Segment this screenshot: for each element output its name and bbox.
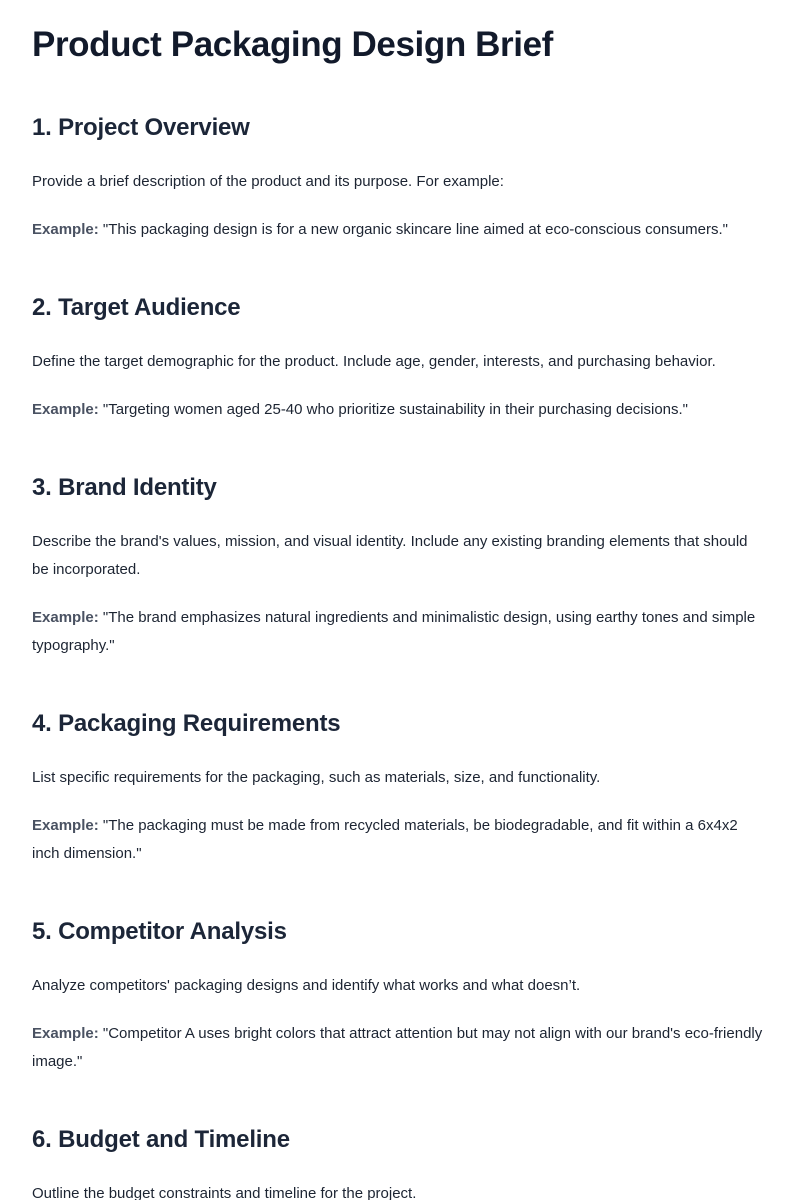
- section-description: List specific requirements for the packaging, such as materials, size, and functionality.: [32, 769, 601, 786]
- section-example: [32, 812, 768, 868]
- section-description: Outline the budget constraints and timeline for the project.: [32, 1185, 417, 1200]
- example-text: "Targeting women aged 25-40 who prioritize sustainability in their purchasing decisions.": [102, 401, 689, 418]
- example-label: Example:: [32, 817, 99, 834]
- example-text: "The packaging must be made from recycled materials, be biodegradable, and fit within a 6x4x2 inch dimension.": [32, 817, 738, 862]
- section-heading: 3. Brand Identity: [32, 474, 217, 501]
- section-description: Analyze competitors' packaging designs and identify what works and what doesn’t.: [32, 977, 581, 994]
- section-project-overview: [32, 113, 768, 244]
- example-text: "Competitor A uses bright colors that attract attention but may not align with our brand's eco-friendly image.": [32, 1025, 763, 1070]
- example-label: Example:: [32, 221, 99, 238]
- section-description: Describe the brand's values, mission, and visual identity. Include any existing branding elements that should be incorporated.: [32, 533, 748, 578]
- section-example: [32, 604, 768, 660]
- example-text: "This packaging design is for a new organic skincare line aimed at eco-conscious consumers.": [102, 221, 728, 238]
- section-heading: 2. Target Audience: [32, 294, 241, 321]
- section-heading: 4. Packaging Requirements: [32, 710, 341, 737]
- section-heading: 1. Project Overview: [32, 114, 250, 141]
- section-brand-identity: [32, 473, 768, 660]
- section-budget-timeline: [32, 1125, 768, 1200]
- example-label: Example:: [32, 1025, 99, 1042]
- example-text: "The brand emphasizes natural ingredients and minimalistic design, using earthy tones and simple typography.": [32, 609, 756, 654]
- section-example: [32, 1020, 768, 1076]
- section-heading: 5. Competitor Analysis: [32, 918, 287, 945]
- section-description: Provide a brief description of the product and its purpose. For example:: [32, 173, 504, 190]
- section-description: Define the target demographic for the product. Include age, gender, interests, and purchasing behavior.: [32, 353, 716, 370]
- section-competitor-analysis: [32, 917, 768, 1076]
- example-label: Example:: [32, 609, 99, 626]
- section-example: [32, 216, 768, 244]
- section-heading: 6. Budget and Timeline: [32, 1126, 290, 1153]
- example-label: Example:: [32, 401, 99, 418]
- section-packaging-requirements: [32, 709, 768, 868]
- page-title: Product Packaging Design Brief: [32, 25, 553, 64]
- section-example: [32, 396, 768, 424]
- section-target-audience: [32, 293, 768, 424]
